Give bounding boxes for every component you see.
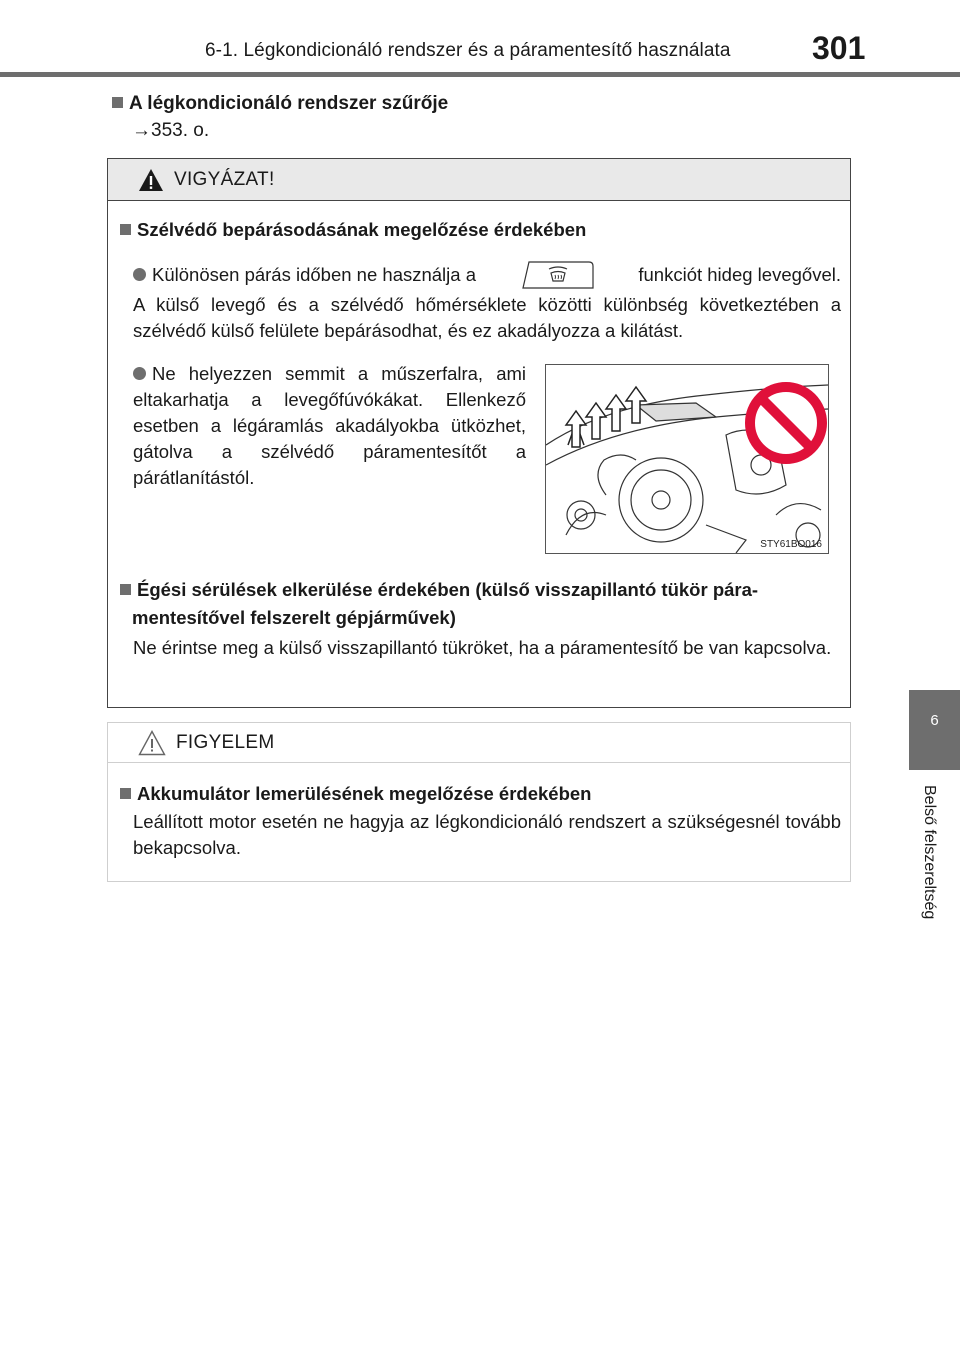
page-number: 301 [812, 30, 866, 66]
notice-item-title-text: Akkumulátor lemerülésének megelőzése érdekében [137, 783, 592, 804]
prohibited-icon [750, 387, 822, 459]
warning-triangle-icon [138, 168, 164, 192]
bullet-2-text: Ne helyezzen semmit a műszerfalra, ami eltakarhatja a levegőfúvókákat. Ellenkező esetben a légáramlás akadályokba ütközhet, gátolva a szélvédő páramentesítőt a párátlanítástól. [133, 363, 526, 488]
bullet-1-text-a: Különösen párás időben ne használja a [152, 264, 476, 285]
warning-item-2-title-line1: Égési sérülések elkerülése érdekében (külső visszapillantó tükör pára- [137, 579, 759, 600]
warning-bullet-2 [133, 361, 526, 491]
warning-box-title: VIGYÁZAT! [174, 168, 275, 190]
figure-caption: STY61BO016 [760, 539, 822, 550]
round-bullet-icon [133, 367, 146, 380]
warning-item-title [120, 219, 586, 241]
warning-item-2-title-line2: mentesítővel felszerelt gépjárművek) [132, 607, 456, 628]
round-bullet-icon [133, 268, 146, 281]
notice-item-title [120, 783, 591, 805]
warning-item-2-text: Ne érintse meg a külső visszapillantó tükröket, ha a páramentesítő be van kapcsolva. [133, 637, 832, 658]
notice-item-text: Leállított motor esetén ne hagyja az légkondicionáló rendszert a szükségesnél tovább bekapcsolva. [133, 811, 841, 858]
warning-item-2-title [120, 579, 840, 629]
section-heading [112, 93, 448, 115]
square-bullet-icon [120, 788, 131, 799]
section-reference: →353. o. [132, 120, 210, 141]
warning-item-title-text: Szélvédő bepárásodásának megelőzése érdekében [137, 219, 587, 240]
notice-box-header [108, 723, 850, 763]
square-bullet-icon [120, 224, 131, 235]
header-rule [0, 72, 960, 77]
defroster-key-icon [519, 260, 595, 290]
warning-triangle-outline-icon [138, 730, 166, 756]
header-title: 6-1. Légkondicionáló rendszer és a páramentesítő használata [205, 40, 731, 61]
section-heading-text: A légkondicionáló rendszer szűrője [129, 93, 449, 114]
notice-box [107, 722, 851, 882]
square-bullet-icon [112, 97, 123, 108]
warning-bullet-1-continued: A külső levegő és a szélvédő hőmérséklete közötti különbség következtében a szélvédő külső felülete bepárásodhat, és ez akadályozza a kilátást. [133, 294, 841, 341]
chapter-label: Belső felszereltség [921, 785, 938, 920]
warning-box [107, 158, 851, 708]
square-bullet-icon [120, 584, 131, 595]
notice-box-title: FIGYELEM [176, 731, 275, 753]
warning-box-header [108, 159, 850, 201]
warning-bullet-1 [133, 260, 841, 290]
dashboard-illustration [546, 365, 828, 553]
chapter-tab: 6 [909, 690, 960, 770]
bullet-1-text-b: funkciót hideg levegővel. [638, 264, 841, 285]
dashboard-figure [545, 364, 829, 554]
